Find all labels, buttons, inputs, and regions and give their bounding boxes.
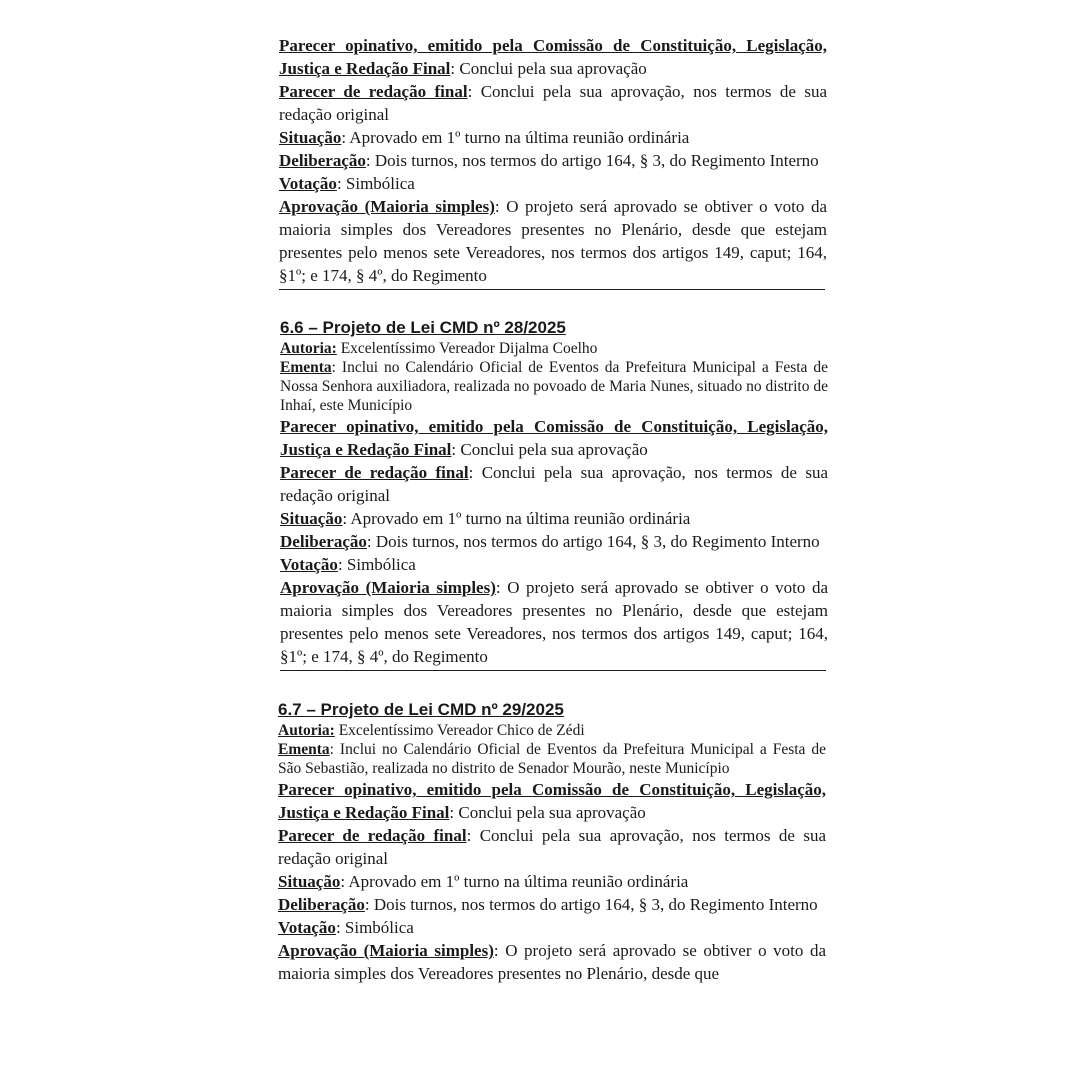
parecer-opinativo: [280, 415, 828, 461]
aprovacao-label: Aprovação (Maioria simples): [279, 197, 495, 216]
situacao-label: Situação: [278, 872, 341, 891]
situacao: [280, 507, 828, 530]
parecer-opinativo-label: Parecer opinativo, emitido pela Comissão de Constituição, Legislação, Justiça e Redação Final: [278, 780, 826, 822]
item-6-6: [280, 316, 828, 673]
aprovacao-text: : O projeto será aprovado se obtiver o voto da maioria simples dos Vereadores presentes no Plenário, desde que estejam presentes pelo menos sete Vereadores, nos termos dos artigos 149, caput; 164, §1º; e 174, § 4º, do Regimento: [280, 578, 828, 666]
divider: [279, 289, 825, 290]
votacao-label: Votação: [278, 918, 336, 937]
votacao: [278, 916, 826, 939]
parecer-opinativo-text: : Conclui pela sua aprovação: [450, 59, 647, 78]
autoria: [278, 721, 826, 740]
votacao-text: : Simbólica: [337, 555, 416, 574]
situacao: [279, 126, 827, 149]
parecer-opinativo-label: Parecer opinativo, emitido pela Comissão de Constituição, Legislação, Justiça e Redação Final: [280, 417, 828, 459]
ementa-text: : Inclui no Calendário Oficial de Eventos da Prefeitura Municipal a Festa de Nossa Senhora auxiliadora, realizada no povoado de Maria Nunes, situado no distrito de Inhaí, este Município: [280, 359, 828, 414]
item-heading: 6.7 – Projeto de Lei CMD nº 29/2025: [278, 700, 564, 719]
parecer-opinativo-text: : Conclui pela sua aprovação: [451, 440, 648, 459]
deliberacao: [280, 530, 828, 553]
parecer-redacao: [278, 824, 826, 870]
parecer-redacao: [279, 80, 827, 126]
situacao-text: : Aprovado em 1º turno na última reunião ordinária: [341, 128, 690, 147]
ementa-label: Ementa: [280, 359, 332, 376]
deliberacao: [279, 149, 827, 172]
aprovacao-text: : O projeto será aprovado se obtiver o voto da maioria simples dos Vereadores presentes no Plenário, desde que estejam presentes pelo menos sete Vereadores, nos termos dos artigos 149, caput; 164, §1º; e 174, § 4º, do Regimento: [279, 197, 827, 285]
autoria: [280, 339, 828, 358]
votacao: [279, 172, 827, 195]
section-continuation: [279, 34, 827, 292]
autoria-label: Autoria:: [278, 722, 335, 739]
ementa: [278, 740, 826, 778]
aprovacao: [279, 195, 827, 287]
deliberacao-label: Deliberação: [278, 895, 365, 914]
ementa-text: : Inclui no Calendário Oficial de Eventos da Prefeitura Municipal a Festa de São Sebastião, realizada no distrito de Senador Mourão, neste Município: [278, 741, 826, 777]
deliberacao-text: : Dois turnos, nos termos do artigo 164, § 3, do Regimento Interno: [364, 895, 818, 914]
votacao-text: : Simbólica: [335, 918, 414, 937]
votacao-label: Votação: [279, 174, 337, 193]
parecer-redacao-text: : Conclui pela sua aprovação, nos termos de sua redação original: [278, 826, 827, 868]
ementa: [280, 358, 828, 415]
autoria-text: Excelentíssimo Vereador Dijalma Coelho: [336, 340, 598, 357]
divider: [280, 670, 826, 671]
item-heading: 6.6 – Projeto de Lei CMD nº 28/2025: [280, 318, 566, 337]
deliberacao-text: : Dois turnos, nos termos do artigo 164, § 3, do Regimento Interno: [366, 532, 820, 551]
votacao-text: : Simbólica: [336, 174, 415, 193]
parecer-opinativo-text: : Conclui pela sua aprovação: [449, 803, 646, 822]
parecer-redacao-text: : Conclui pela sua aprovação, nos termos de sua redação original: [280, 463, 829, 505]
parecer-redacao: [280, 461, 828, 507]
autoria-label: Autoria:: [280, 340, 337, 357]
aprovacao-label: Aprovação (Maioria simples): [280, 578, 496, 597]
aprovacao-text: : O projeto será aprovado se obtiver o voto da maioria simples dos Vereadores presentes no Plenário, desde que: [278, 941, 826, 983]
aprovacao: [278, 939, 826, 985]
item-6-7: [278, 698, 826, 985]
situacao: [278, 870, 826, 893]
situacao-label: Situação: [280, 509, 343, 528]
deliberacao-label: Deliberação: [279, 151, 366, 170]
autoria-text: Excelentíssimo Vereador Chico de Zédi: [334, 722, 585, 739]
parecer-redacao-text: : Conclui pela sua aprovação, nos termos de sua redação original: [279, 82, 828, 124]
ementa-label: Ementa: [278, 741, 330, 758]
votacao: [280, 553, 828, 576]
parecer-redacao-label: Parecer de redação final: [279, 82, 468, 101]
votacao-label: Votação: [280, 555, 338, 574]
aprovacao-label: Aprovação (Maioria simples): [278, 941, 494, 960]
parecer-redacao-label: Parecer de redação final: [278, 826, 467, 845]
parecer-opinativo: [278, 778, 826, 824]
deliberacao-text: : Dois turnos, nos termos do artigo 164, § 3, do Regimento Interno: [365, 151, 819, 170]
deliberacao: [278, 893, 826, 916]
aprovacao: [280, 576, 828, 668]
situacao-text: : Aprovado em 1º turno na última reunião ordinária: [340, 872, 689, 891]
parecer-redacao-label: Parecer de redação final: [280, 463, 469, 482]
situacao-label: Situação: [279, 128, 342, 147]
parecer-opinativo: [279, 34, 827, 80]
deliberacao-label: Deliberação: [280, 532, 367, 551]
situacao-text: : Aprovado em 1º turno na última reunião ordinária: [342, 509, 691, 528]
parecer-opinativo-label: Parecer opinativo, emitido pela Comissão de Constituição, Legislação, Justiça e Redação Final: [279, 36, 827, 78]
